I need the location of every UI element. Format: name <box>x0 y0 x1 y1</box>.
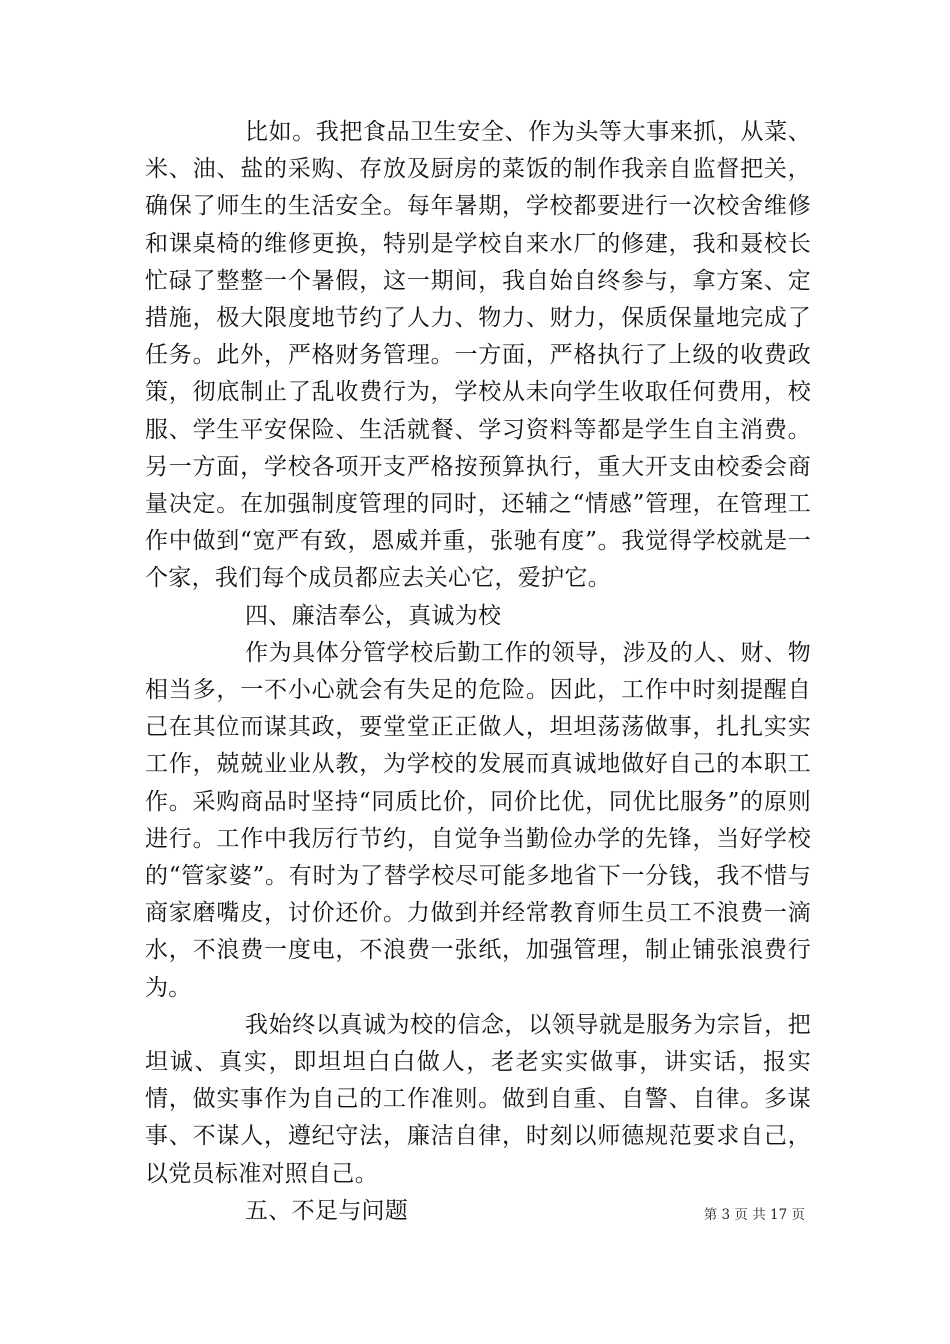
page-number-footer: 第 3 页 共 17 页 <box>703 1207 805 1223</box>
section-heading-shortcomings: 五、不足与问题 <box>245 1197 409 1224</box>
paragraph-logistics-duty: 作为具体分管学校后勤工作的领导，涉及的人、财、物相当多，一不小心就会有失足的危险。因此，工作中时刻提醒自己在其位而谋其政，要堂堂正正做人，坦坦荡荡做事，扎扎实实工作，兢兢业业从教，为学校的发展而真诚地做好自己的本职工作。采购商品时坚持“同质比价，同价比优，同优比服务”的原则进行。工作中我厉行节约，自觉争当勤俭办学的先锋，当好学校的“管家婆”。有时为了替学校尽可能多地省下一分钱，我不惜与商家磨嘴皮，讨价还价。力做到并经常教育师生员工不浪费一滴水，不浪费一度电，不浪费一张纸，加强管理，制止铺张浪费行为。 <box>145 639 811 1001</box>
paragraph-sincerity: 我始终以真诚为校的信念，以领导就是服务为宗旨，把坦诚、真实，即坦坦白白做人，老老实实做事，讲实话，报实情，做实事作为自己的工作准则。做到自重、自警、自律。多谋事、不谋人，遵纪守法，廉洁自律，时刻以师德规范要求自己，以党员标准对照自己。 <box>145 1011 811 1187</box>
section-heading-integrity: 四、廉洁奉公，真诚为校 <box>245 602 502 629</box>
document-body <box>145 114 811 1230</box>
paragraph-food-safety-finance: 比如。我把食品卫生安全、作为头等大事来抓，从菜、米、油、盐的采购、存放及厨房的菜饭的制作我亲自监督把关，确保了师生的生活安全。每年暑期，学校都要进行一次校舍维修和课桌椅的维修更换，特别是学校自来水厂的修建，我和聂校长忙碌了整整一个暑假，这一期间，我自始自终参与，拿方案、定措施，极大限度地节约了人力、物力、财力，保质保量地完成了任务。此外，严格财务管理。一方面，严格执行了上级的收费政策，彻底制止了乱收费行为，学校从未向学生收取任何费用，校服、学生平安保险、生活就餐、学习资料等都是学生自主消费。另一方面，学校各项开支严格按预算执行，重大开支由校委会商量决定。在加强制度管理的同时，还辅之“情感”管理，在管理工作中做到“宽严有致，恩威并重，张驰有度”。我觉得学校就是一个家，我们每个成员都应去关心它，爱护它。 <box>145 119 811 592</box>
